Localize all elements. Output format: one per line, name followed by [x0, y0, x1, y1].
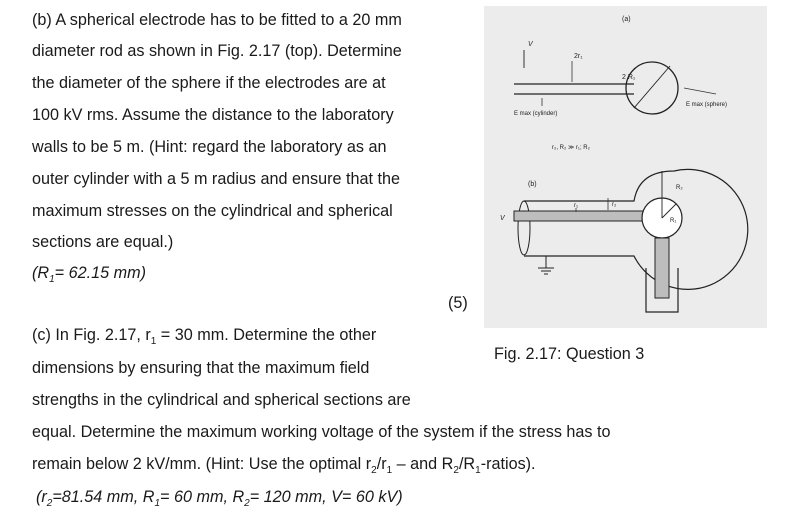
figure-2-17 — [484, 6, 767, 328]
emax-sph-arrow — [684, 88, 716, 94]
sphere-electrode — [626, 62, 678, 114]
label-2R1: 2 R₁ — [622, 74, 636, 81]
label-emax-cyl: E max (cylinder) — [514, 111, 558, 117]
q-b-line-5: walls to be 5 m. (Hint: regard the laboratory as an — [32, 138, 387, 156]
q-c-answer: ($r_2=81.54$ mm, $R_1= 60$ mm, $R_2= 120$ mm, V= 60 kV) — [36, 488, 403, 510]
enclosure-end — [518, 201, 530, 255]
label-relation: r₂, R₂ ≫ r₁; R₂ — [552, 145, 590, 151]
q-b-marks: (5) — [448, 294, 468, 312]
q-b-line-7: maximum stresses on the cylindrical and spherical — [32, 202, 393, 220]
vertical-rod — [655, 238, 669, 298]
label-r1: r₁ — [574, 203, 579, 209]
q-c-line-2: dimensions by ensuring that the maximum field — [32, 359, 370, 377]
q-b-answer: ($R_1= 62.15$ mm) — [32, 264, 146, 286]
label-emax-sph: E max (sphere) — [686, 102, 728, 108]
sphere-diameter-line — [634, 66, 670, 108]
label-v-top: V — [528, 41, 533, 48]
electrode-diagram — [484, 6, 767, 328]
outer-enclosure — [524, 169, 748, 289]
label-a: (a) — [622, 16, 631, 23]
q-b-line-3: the diameter of the sphere if the electrodes are at — [32, 74, 386, 92]
label-v-bottom: V — [500, 215, 505, 222]
q-c-line-3: strengths in the cylindrical and spherical sections are — [32, 391, 411, 409]
label-R2: R₂ — [676, 185, 683, 191]
q-b-line-2: diameter rod as shown in Fig. 2.17 (top). Determine — [32, 42, 402, 60]
q-b-line-4: 100 kV rms. Assume the distance to the laboratory — [32, 106, 394, 124]
q-b-line-8: sections are equal.) — [32, 233, 174, 251]
q-c-line-1: (c) In Fig. 2.17, $r_1 = 30$ mm. Determine the other — [32, 326, 377, 348]
label-r2: r₂ — [612, 202, 617, 208]
q-c-line-5: remain below 2 kV/mm. (Hint: Use the optimal $r_2/r_1$ – and $R_2/R_1-ratios$). — [32, 455, 536, 477]
q-b-line-6: outer cylinder with a 5 m radius and ensure that the — [32, 170, 401, 188]
label-R1: R₁ — [670, 218, 677, 224]
label-b: (b) — [528, 181, 537, 188]
q-b-line-1: (b) A spherical electrode has to be fitted to a 20 mm — [32, 11, 402, 29]
label-2r1: 2r₁ — [574, 53, 583, 60]
figure-caption: Fig. 2.17: Question 3 — [494, 345, 645, 363]
q-c-line-4: equal. Determine the maximum working voltage of the system if the stress has to — [32, 423, 611, 441]
inner-rod — [514, 211, 656, 221]
